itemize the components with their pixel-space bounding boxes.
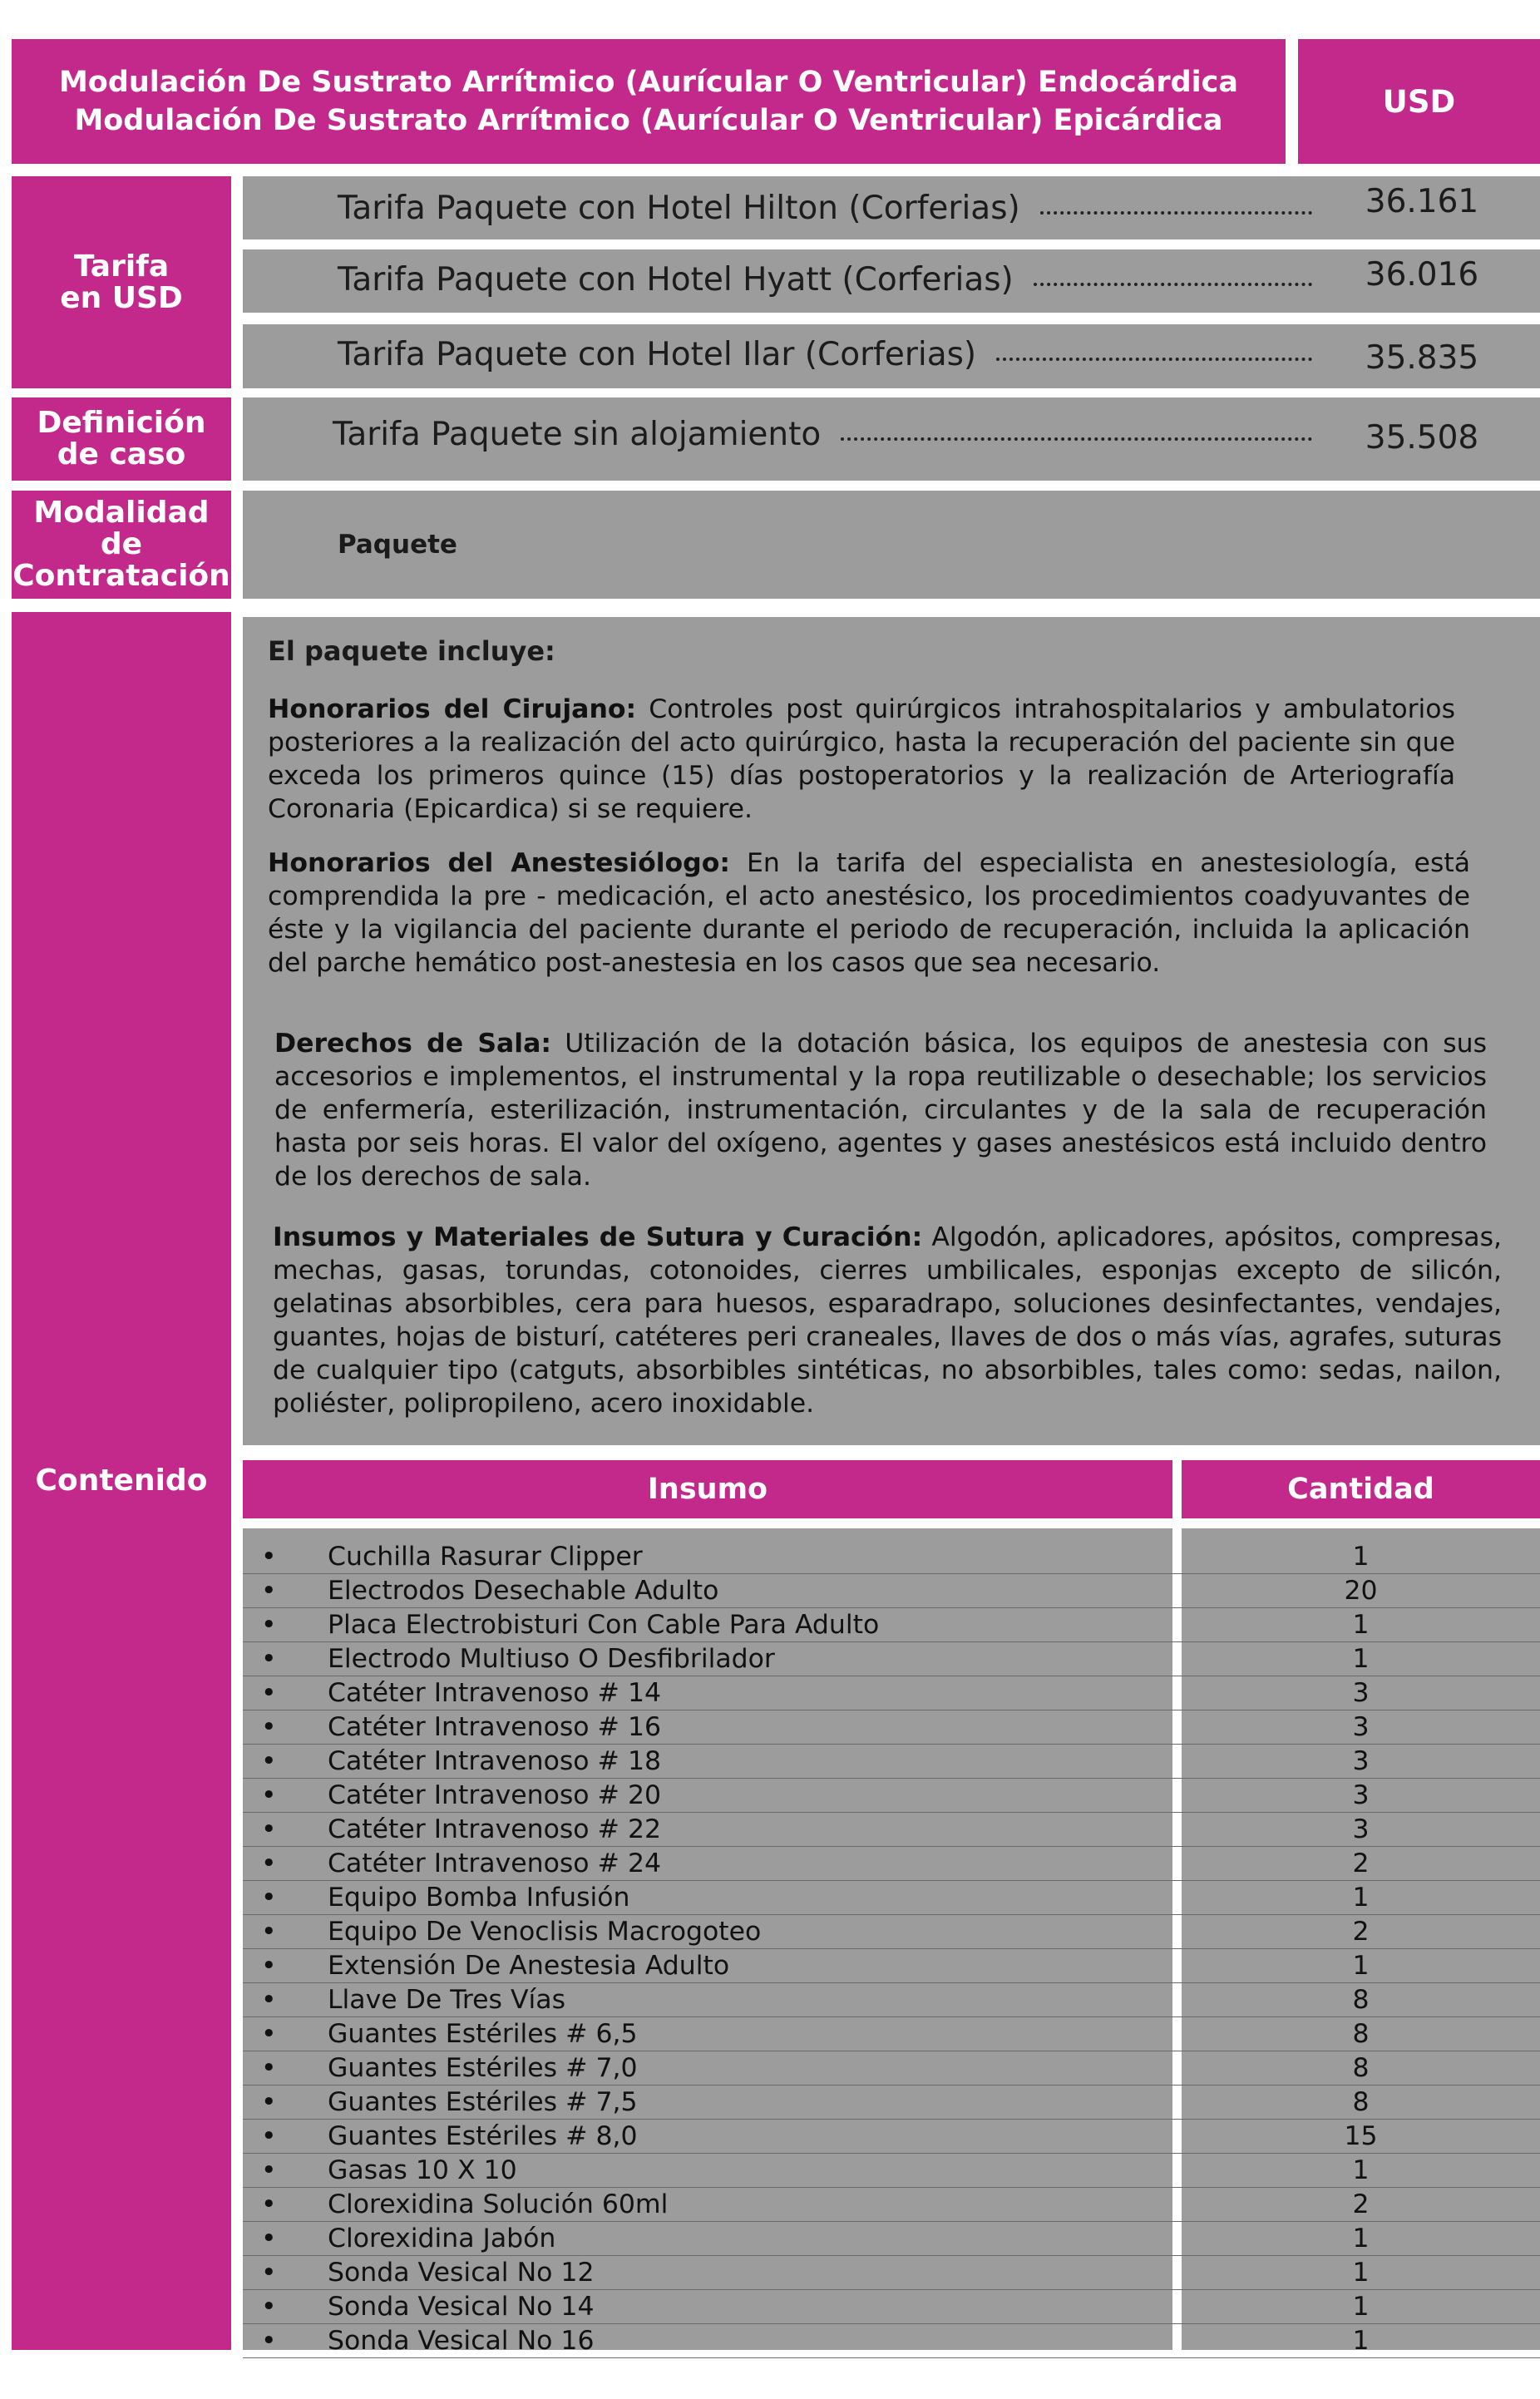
label-contenido — [12, 612, 231, 2350]
insumo-cantidad: 1 — [1352, 1951, 1370, 1981]
bullet-icon: • — [261, 1985, 277, 2015]
insumo-name: Electrodo Multiuso O Desfibrilador — [328, 1644, 775, 1674]
insumo-cantidad: 8 — [1352, 2019, 1370, 2049]
bullet-icon: • — [261, 1644, 277, 1674]
label-definicion — [12, 397, 231, 481]
insumo-name: Sonda Vesical No 16 — [328, 2326, 595, 2356]
insumo-name: Catéter Intravenoso # 18 — [328, 1746, 662, 1776]
insumo-cantidad: 1 — [1352, 1610, 1370, 1640]
sala-text: Utilización de la dotación básica, los equipos de anestesia con sus accesorios e implementos, el instrumental y la ropa reutilizable o desechable; los servicios de enfermería, esterilización, instrumentación, circulantes y de la sala de recuperación hasta por seis horas. El valor del oxígeno, agentes y gases anestésicos está incluido dentro de los derechos de sala. — [274, 1029, 1487, 1192]
insumo-cantidad: 1 — [1352, 1542, 1370, 1572]
label-tarifa-text: Tarifa en USD — [60, 249, 183, 315]
insumo-cantidad: 1 — [1352, 1644, 1370, 1674]
insumo-cantidad: 1 — [1352, 1883, 1370, 1913]
insumo-name: Extensión De Anestesia Adulto — [328, 1951, 730, 1981]
table-row — [243, 2120, 1540, 2154]
insumo-cantidad: 1 — [1352, 2292, 1370, 2322]
insumo-name: Guantes Estériles # 6,5 — [328, 2019, 638, 2049]
label-definicion-text: Definición de caso — [37, 406, 206, 471]
bullet-icon: • — [261, 1542, 277, 1572]
bullet-icon: • — [261, 2087, 277, 2117]
anestesiologo-text: En la tarifa del especialista en anestesiología, está comprendida la pre - medicación, el acto anestésico, los procedimientos coadyuvantes de éste y la vigilancia del paciente durante el periodo de recuperación, incluida la aplicación del parche hemático post-anestesia en los casos que sea necesario. — [268, 848, 1471, 978]
bullet-icon: • — [261, 2121, 277, 2151]
bullet-icon: • — [261, 2292, 277, 2322]
table-row — [243, 2086, 1540, 2120]
header-currency-box — [1298, 39, 1540, 164]
table-row — [243, 1779, 1540, 1813]
insumo-name: Gasas 10 X 10 — [328, 2155, 517, 2185]
insumo-name: Catéter Intravenoso # 14 — [328, 1678, 662, 1708]
insumo-cantidad: 1 — [1352, 2155, 1370, 2185]
incluye-anestesiologo — [268, 847, 1470, 980]
insumo-cantidad: 3 — [1352, 1814, 1370, 1844]
insumo-cantidad: 15 — [1344, 2121, 1378, 2151]
anestesiologo-title: Honorarios del Anestesiólogo: — [268, 848, 730, 878]
dot-leader — [1040, 211, 1312, 215]
table-row — [243, 1847, 1540, 1881]
sala-title: Derechos de Sala: — [274, 1029, 551, 1059]
tarifa-hyatt — [338, 258, 1335, 301]
insumo-cantidad: 2 — [1352, 1849, 1370, 1878]
insumo-cantidad: 3 — [1352, 1712, 1370, 1742]
insumo-cantidad: 20 — [1344, 1576, 1378, 1606]
header-title-line1: Modulación De Sustrato Arrítmico (Aurícular O Ventricular) Endocárdica — [58, 66, 1239, 99]
table-row — [243, 1949, 1540, 1983]
dot-leader — [1034, 283, 1312, 286]
cirujano-text: Controles post quirúrgicos intrahospitalarios y ambulatorios posteriores a la realización del acto quirúrgico, hasta la recuperación del paciente sin que exceda los primeros quince (15) días postoperatorios y la realización de Arteriografía Coronaria (Epicardica) si se requiere. — [268, 694, 1455, 824]
header-title-line2: Modulación De Sustrato Arrítmico (Aurícular O Ventricular) Epicárdica — [74, 104, 1223, 137]
modalidad-value: Paquete — [338, 530, 457, 560]
insumo-name: Equipo Bomba Infusión — [328, 1883, 630, 1913]
insumo-name: Sonda Vesical No 14 — [328, 2292, 595, 2322]
tarifa-hyatt-price: 36.016 — [1365, 256, 1479, 294]
insumo-name: Cuchilla Rasurar Clipper — [328, 1542, 643, 1572]
table-row — [243, 1813, 1540, 1847]
table-header-cantidad-text: Cantidad — [1287, 1473, 1434, 1506]
incluye-heading: El paquete incluye: — [268, 635, 555, 667]
bullet-icon: • — [261, 2326, 277, 2356]
table-row — [243, 2256, 1540, 2290]
insumo-cantidad: 3 — [1352, 1746, 1370, 1776]
table-row — [243, 1574, 1540, 1608]
insumo-name: Catéter Intravenoso # 24 — [328, 1849, 662, 1878]
insumo-cantidad: 8 — [1352, 2087, 1370, 2117]
incluye-insumos — [273, 1221, 1502, 1420]
table-row — [243, 1540, 1540, 1574]
table-row — [243, 2017, 1540, 2051]
table-row — [243, 2051, 1540, 2086]
insumo-cantidad: 2 — [1352, 2189, 1370, 2219]
insumo-cantidad: 8 — [1352, 1985, 1370, 2015]
bullet-icon: • — [261, 1814, 277, 1844]
label-modalidad-text: Modalidad de Contratación — [12, 496, 230, 593]
tarifa-sin-alojamiento-label: Tarifa Paquete sin alojamiento — [333, 415, 822, 453]
bullet-icon: • — [261, 1951, 277, 1981]
table-row — [243, 1608, 1540, 1642]
label-modalidad — [12, 491, 231, 599]
bullet-icon: • — [261, 1917, 277, 1947]
insumo-name: Clorexidina Jabón — [328, 2224, 556, 2253]
table-header-insumo-text: Insumo — [647, 1473, 768, 1506]
table-row — [243, 2154, 1540, 2188]
tarifa-sin-alojamiento-price: 35.508 — [1365, 419, 1479, 457]
insumo-cantidad: 1 — [1352, 2326, 1370, 2356]
table-row — [243, 1745, 1540, 1779]
bullet-icon: • — [261, 1610, 277, 1640]
bullet-icon: • — [261, 2053, 277, 2083]
tarifa-sin-alojamiento — [333, 412, 1335, 456]
incluye-cirujano — [268, 693, 1455, 826]
insumo-name: Sonda Vesical No 12 — [328, 2258, 595, 2288]
insumos-text: Algodón, aplicadores, apósitos, compresas, mechas, gasas, torundas, cotonoides, cierres umbilicales, esponjas excepto de silicón, gelatinas absorbibles, cera para huesos, esparadrapo, soluciones desinfectantes, vendajes, guantes, hojas de bisturí, catéteres peri craneales, llaves de dos o más vías, agrafes, suturas de cualquier tipo (catguts, absorbibles sintéticas, no absorbibles, tales como: sedas, nailon, poliéster, polipropileno, acero inoxidable. — [273, 1222, 1502, 1419]
tarifa-ilar — [338, 333, 1335, 376]
insumo-cantidad: 2 — [1352, 1917, 1370, 1947]
table-row — [243, 1881, 1540, 1915]
table-row — [243, 2222, 1540, 2256]
bullet-icon: • — [261, 1746, 277, 1776]
table-header-cantidad — [1182, 1460, 1540, 1518]
insumo-cantidad: 3 — [1352, 1780, 1370, 1810]
insumo-name: Guantes Estériles # 7,0 — [328, 2053, 638, 2083]
insumo-cantidad: 3 — [1352, 1678, 1370, 1708]
insumo-name: Llave De Tres Vías — [328, 1985, 565, 2015]
insumo-name: Equipo De Venoclisis Macrogoteo — [328, 1917, 762, 1947]
insumo-name: Catéter Intravenoso # 16 — [328, 1712, 662, 1742]
tarifa-hilton — [338, 186, 1335, 230]
table-row — [243, 1915, 1540, 1949]
bullet-icon: • — [261, 1712, 277, 1742]
insumo-name: Guantes Estériles # 7,5 — [328, 2087, 638, 2117]
tarifa-hyatt-label: Tarifa Paquete con Hotel Hyatt (Corferias) — [338, 260, 1014, 299]
bullet-icon: • — [261, 1849, 277, 1878]
tarifa-hilton-price: 36.161 — [1365, 183, 1479, 220]
dot-leader — [996, 358, 1312, 361]
insumo-name: Catéter Intravenoso # 20 — [328, 1780, 662, 1810]
table-row — [243, 1676, 1540, 1710]
incluye-sala — [274, 1027, 1487, 1193]
bullet-icon: • — [261, 2155, 277, 2185]
insumo-name: Guantes Estériles # 8,0 — [328, 2121, 638, 2151]
table-row — [243, 2324, 1540, 2358]
insumo-cantidad: 8 — [1352, 2053, 1370, 2083]
tarifa-ilar-price: 35.835 — [1365, 339, 1479, 377]
table-rows — [243, 1540, 1540, 2358]
insumo-name: Placa Electrobisturi Con Cable Para Adulto — [328, 1610, 880, 1640]
dot-leader — [841, 437, 1312, 441]
bullet-icon: • — [261, 2019, 277, 2049]
insumo-name: Clorexidina Solución 60ml — [328, 2189, 669, 2219]
header-title-box — [12, 39, 1286, 164]
label-contenido-text: Contenido — [35, 1464, 208, 1498]
table-row — [243, 2290, 1540, 2324]
bullet-icon: • — [261, 1678, 277, 1708]
table-row — [243, 2188, 1540, 2222]
table-row — [243, 1642, 1540, 1676]
insumo-cantidad: 1 — [1352, 2258, 1370, 2288]
tarifa-hilton-label: Tarifa Paquete con Hotel Hilton (Corferias) — [338, 189, 1020, 227]
bullet-icon: • — [261, 1883, 277, 1913]
insumo-cantidad: 1 — [1352, 2224, 1370, 2253]
cirujano-title: Honorarios del Cirujano: — [268, 694, 637, 724]
modalidad-box — [243, 491, 1540, 599]
insumo-name: Electrodos Desechable Adulto — [328, 1576, 719, 1606]
bullet-icon: • — [261, 2224, 277, 2253]
table-row — [243, 1983, 1540, 2017]
tarifa-ilar-label: Tarifa Paquete con Hotel Ilar (Corferias) — [338, 335, 977, 373]
bullet-icon: • — [261, 1780, 277, 1810]
bullet-icon: • — [261, 2189, 277, 2219]
bullet-icon: • — [261, 1576, 277, 1606]
label-tarifa — [12, 176, 231, 388]
insumo-name: Catéter Intravenoso # 22 — [328, 1814, 662, 1844]
table-row — [243, 1710, 1540, 1745]
insumos-title: Insumos y Materiales de Sutura y Curación: — [273, 1222, 923, 1252]
header-currency: USD — [1382, 83, 1456, 120]
bullet-icon: • — [261, 2258, 277, 2288]
table-header-insumo — [243, 1460, 1172, 1518]
